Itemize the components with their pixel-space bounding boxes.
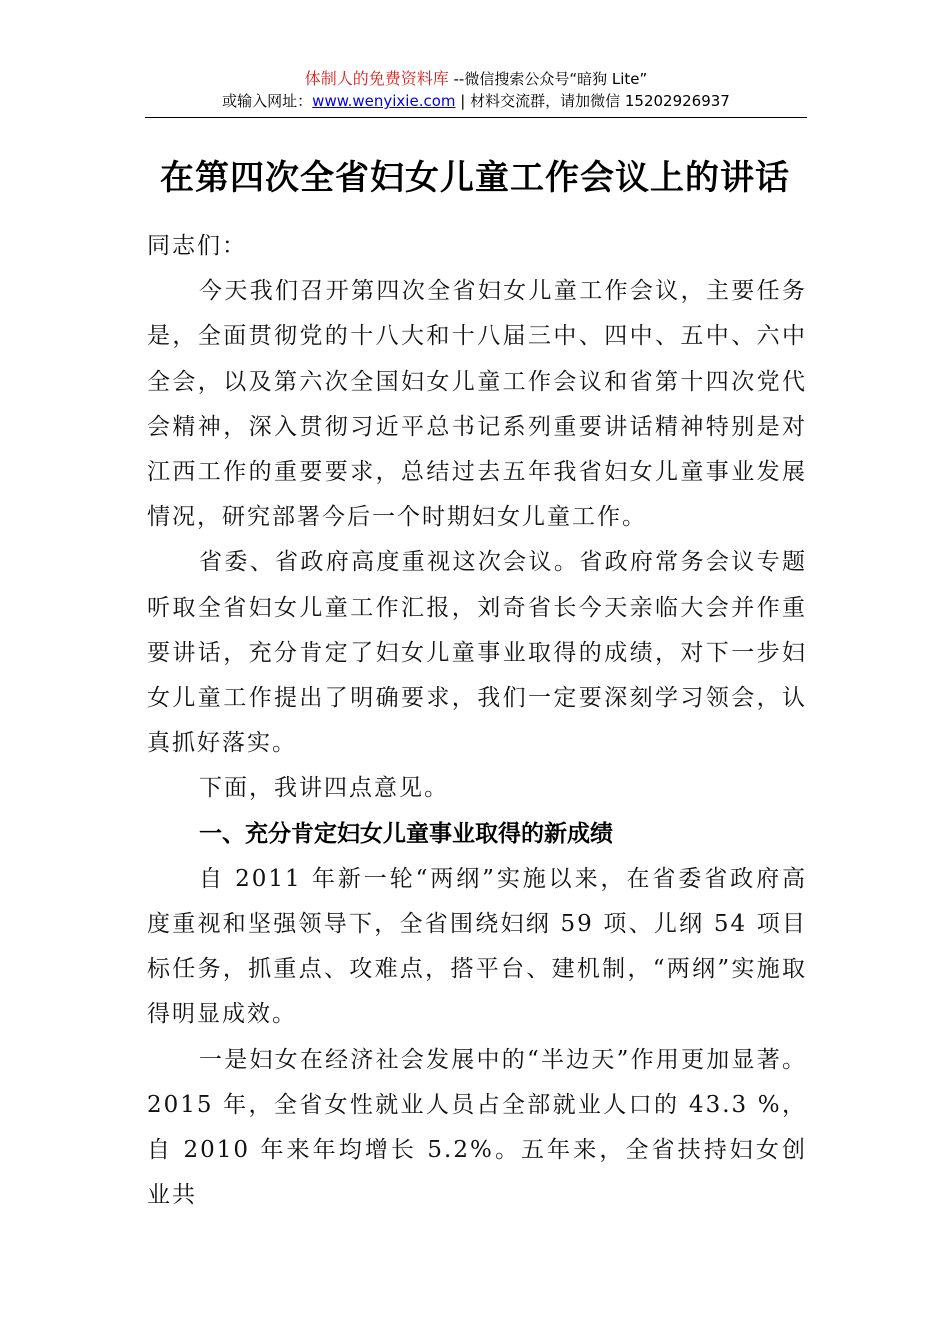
header-line-1 [145, 68, 807, 90]
document-body [147, 224, 807, 1218]
paragraph-5: 一是妇女在经济社会发展中的“半边天”作用更加显著。2015 年，全省女性就业人员占全部就业人口的 43.3 %，自 2010 年来年均增长 5.2%。五年来，全省扶持妇女创业共 [147, 1046, 807, 1209]
header-divider [145, 117, 807, 118]
paragraph-3: 下面，我讲四点意见。 [199, 775, 449, 802]
paragraph-4: 自 2011 年新一轮“两纲”实施以来，在省委省政府高度重视和坚强领导下，全省围绕妇纲 59 项、儿纲 54 项目标任务，抓重点、攻难点，搭平台、建机制，“两纲”实施取得明显成效。 [147, 865, 807, 1028]
paragraph-1: 今天我们召开第四次全省妇女儿童工作会议，主要任务是，全面贯彻党的十八大和十八届三中、四中、五中、六中全会，以及第六次全国妇女儿童工作会议和省第十四次党代会精神，深入贯彻习近平总书记系列重要讲话精神特别是对江西工作的重要要求，总结过去五年我省妇女儿童事业发展情况，研究部署今后一个时期妇女儿童工作。 [147, 278, 807, 531]
url-prefix: 或输入网址： [222, 92, 313, 110]
website-link[interactable]: www.wenyixie.com [312, 92, 456, 110]
document-title: 在第四次全省妇女儿童工作会议上的讲话 [160, 158, 790, 198]
page-header [145, 68, 807, 112]
brand-name: 体制人的免费资料库 [304, 69, 449, 88]
header-line-2 [145, 90, 807, 112]
paragraph-2: 省委、省政府高度重视这次会议。省政府常务会议专题听取全省妇女儿童工作汇报，刘奇省长今天亲临大会并作重要讲话，充分肯定了妇女儿童事业取得的成绩，对下一步妇女儿童工作提出了明确要求，我们一定要深刻学习领会，认真抓好落实。 [147, 549, 807, 757]
brand-suffix: --微信搜索公众号“暗狗 Lite” [448, 70, 648, 88]
section-heading-1: 一、充分肯定妇女儿童事业取得的新成绩 [199, 820, 613, 847]
contact-info: | 材料交流群，请加微信 15202926937 [455, 92, 730, 110]
salutation: 同志们： [147, 233, 247, 259]
